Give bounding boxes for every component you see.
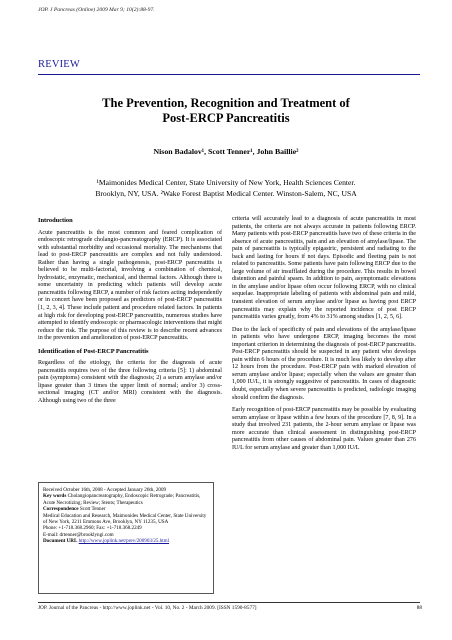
- keywords-line: [43, 493, 209, 506]
- section-divider: [38, 74, 420, 75]
- right-column: [232, 216, 416, 457]
- correspondence-phone: Phone: +1-718.368.2960; Fax: +1-718.368.2249: [43, 525, 142, 532]
- identification-heading: Identification of Post-ERCP Pancreatitis: [38, 347, 149, 355]
- correspondence-email[interactable]: E-mail: drtenner@brooklyngi.com: [43, 531, 114, 538]
- correspondence-name: Scott Tenner: [79, 506, 106, 513]
- right-paragraph-3: Early recognition of post-ERCP pancreatitis may be possible by evaluating serum amylase or lipase within a few hours of the procedure [7, 8, 9]. In a study that involved 231 patients, the 2-hour serum amylase or lipase was more accurate than clinical assessment in distinguishing post-ERCP pancreatitis from other causes of abdominal pain. Values greater than 276 IU/L for serum amylase and greater than 1,000 IU/L: [232, 407, 416, 451]
- correspondence-label: Correspondence: [43, 506, 79, 513]
- right-paragraph-1: criteria will accurately lead to a diagnosis of acute pancreatitis in most patients, the criteria are not always accurate in patients following ERCP. Many patients with post-ERCP pancreatitis have two of these criteria in the absence of acute pancreatitis, pain and an elevation of amylase/lipase. The pain of pancreatitis is typically epigastric, persistent and radiating to the back and lasting for hours if not days. Episodic and fleeting pain is not related to pancreatitis. Some patients have pain following ERCP due to the large volume of air insufflated during the procedure. This results in bowel distention and painful spasm. In addition to pain, asymptomatic elevations in the amylase and/or lipase often occur following ERCP, with no clinical sequelae. Inappropriate labeling of patients with abdominal pain and mild, transient elevation of serum amylase and/or lipase as having post ERCP pancreatitis may explain why the reported incidence of post ERCP pancreatitis varies greatly, from 4% to 31% among studies [1, 2, 5, 6].: [232, 216, 416, 321]
- affiliation-line-1: ¹Maimonides Medical Center, State University of New York, Health Sciences Center.: [96, 178, 356, 187]
- identification-paragraph: Regardless of the etiology, the criteria for the diagnosis of acute pancreatitis requires two of the three following criteria [5]: 1) abdominal pain (symptoms) consistent with the diagnosis; 2) a serum amylase and/or lipase greater than 3 times the upper limit of normal; and/or 3) cross-sectional imaging (CT and/or MRI) consistent with the diagnosis. Although using two of the three: [38, 360, 222, 405]
- right-paragraph-2: Due to the lack of specificity of pain and elevations of the amylase/lipase in patients who have undergone ERCP, imaging becomes the most important criterion in determining the diagnosis of post-ERCP pancreatitis. Post-ERCP pancreatitis should be suspected in any patient who develops pain within 6 hours of the procedure. It is much less likely to develop after 12 hours from the procedure. Post-ERCP pain with marked elevation of serum amylase and/or lipase; especially when the values are greater than 1,000 IU/L, it is strongly suggestive of pancreatitis. In cases of diagnostic doubt, especially when severe pancreatitis is predicted, radiologic imaging should confirm the diagnosis.: [232, 326, 416, 401]
- document-url-line: [43, 538, 209, 544]
- intro-heading: Introduction: [38, 217, 73, 224]
- journal-footer: JOP. Journal of the Pancreas - http://www.joplink.net - Vol. 10, No. 2 - March 2009. [ISSN 1590-8577]: [38, 605, 257, 611]
- page-number: 88: [416, 605, 422, 611]
- document-url-label: Document URL: [43, 538, 78, 545]
- received-dates: Received October 16th, 2008 - Accepted January 26th, 2009: [43, 487, 167, 493]
- affiliation-line-2: Brooklyn, NY, USA. ²Wake Forest Baptist Medical Center. Winston-Salem, NC, USA: [95, 188, 357, 198]
- correspondence-address: Medical Education and Research, Maimonides Medical Center, State University of New York, 2211 Emmons Ave, Brooklyn, NY 11235, USA: [43, 512, 207, 526]
- intro-paragraph: Acute pancreatitis is the most common and feared complication of endoscopic retrograde cholangio-pancreatography (ERCP). It is associated with substantial morbidity and occasional mortality. The mechanisms that lead to post-ERCP pancreatitis are complex and not fully understood. Rather than having a single pathogenesis, post-ERCP pancreatitis is believed to be multi-factorial, involving a combination of chemical, hydrostatic, enzymatic, mechanical, and thermal factors. Although there is some uncertainty in predicting which patients will develop acute pancreatitis following ERCP, a number of risk factors acting independently or in concert have been proposed as predictors of post-ERCP pancreatitis [1, 2, 3, 4]. These include patient and procedure related factors. In patients at high risk for developing post-ERCP pancreatitis, numerous studies have attempted to identify endoscopic or pharmacologic interventions that might reduce the risk. The purpose of this review is to describe recent advances in the prevention and amelioration of post-ERCP pancreatitis.: [38, 229, 222, 342]
- keywords-text: Cholangiopancreatography, Endoscopic Retrograde; Pancreatitis, Acute Necrotizing; Review; Stents; Therapeutics: [43, 493, 201, 506]
- section-label: REVIEW: [38, 59, 81, 70]
- title-line-2: Post-ERCP Pancreatitis: [162, 111, 290, 125]
- running-head: JOP. J Pancreas (Online) 2009 Mar 9; 10(2):88-97.: [38, 7, 155, 13]
- title-line-1: The Prevention, Recognition and Treatment of: [102, 96, 350, 110]
- article-info-box: [38, 482, 214, 594]
- affiliations: [40, 178, 412, 199]
- keywords-label: Key words: [43, 493, 67, 500]
- author-list: Nison Badalov¹, Scott Tenner¹, John Baillie²: [153, 147, 299, 156]
- left-column: [38, 217, 222, 411]
- footer-divider: [38, 602, 420, 603]
- article-title: [60, 96, 392, 126]
- document-url-link[interactable]: http://www.joplink.net/prev/200903/25.html: [78, 538, 170, 545]
